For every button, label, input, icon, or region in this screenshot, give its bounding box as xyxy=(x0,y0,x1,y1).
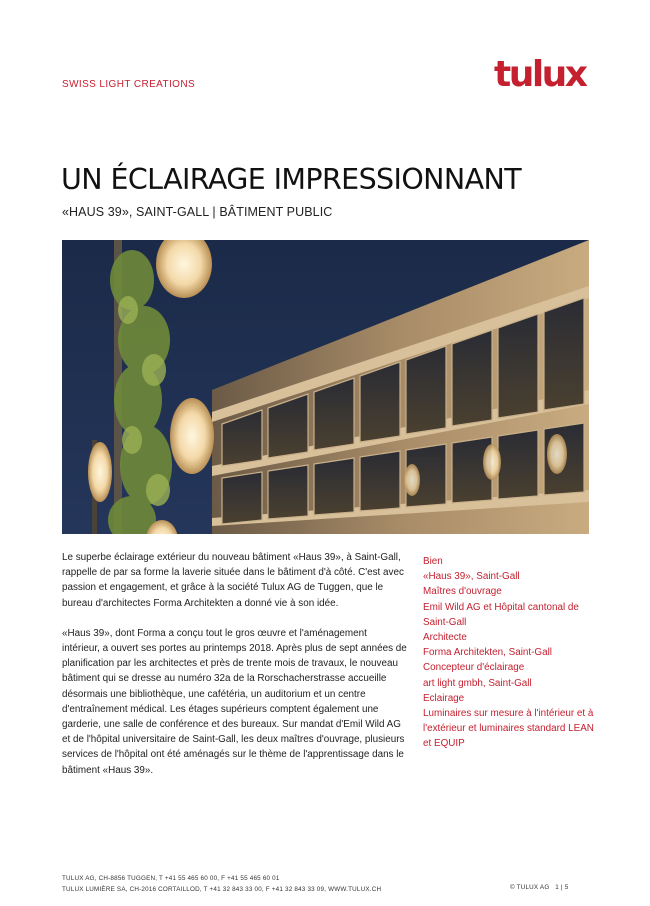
copyright: © TULUX AG xyxy=(510,884,550,891)
tulux-logo xyxy=(494,52,590,92)
paragraph-intro: Le superbe éclairage extérieur du nouveau bâtiment «Haus 39», à Saint-Gall, rappelle de par sa forme la laverie située dans le bâtiment d'à côté. C'est avec passion et engagement, et grâce à la société Tulux AG de Tuggen, que le bureau d'architectes Forma Architekten a donné vie à son idée. xyxy=(62,552,404,609)
designer-label: Concepteur d'éclairage xyxy=(423,662,525,674)
paragraph-details: «Haus 39», dont Forma a conçu tout le gros œuvre et l'aménagement intérieur, a ouvert ses portes au printemps 2018. Après plus de sept années de planification par les architectes et près de trente mois de travaux, le nouveau bâtiment qui se dresse au numéro 32a de la Rorschacherstrasse accueille désormais une bibliothèque, une cafétéria, un auditorium et un centre d'entraînement médical. Les étages supérieurs comptent également une garderie, une salle de conférence et des bureaux. Sur mandat d'Emil Wild AG et de l'hôpital universitaire de Saint-Gall, les deux maîtres d'ouvrage, plusieurs services de l'hôpital ont été aménagés sur le thème de l'apprentissage dans le bâtiment «Haus 39». xyxy=(62,627,407,776)
architect-label: Architecte xyxy=(423,632,467,644)
building-night-photo xyxy=(62,240,589,534)
owners-value: Emil Wild AG et Hôpital cantonal de Saint-Gall xyxy=(423,601,579,628)
page-number: 1 | 5 xyxy=(555,884,569,891)
lighting-value: Luminaires sur mesure à l'intérieur et à l'extérieur et luminaires standard LEAN et EQUIP xyxy=(423,708,594,750)
main-article xyxy=(62,550,407,793)
lighting-label: Eclairage xyxy=(423,692,465,704)
designer-value: art light gmbh, Saint-Gall xyxy=(423,677,532,689)
footer-page-info xyxy=(510,884,568,891)
brand-tagline: SWISS LIGHT CREATIONS xyxy=(62,79,196,90)
logo-wordmark: tulux xyxy=(494,54,586,92)
footer-addresses xyxy=(62,874,381,895)
property-label: Bien xyxy=(423,556,443,567)
owners-label: Maîtres d'ouvrage xyxy=(423,586,502,598)
footer-line-cortaillod: TULUX LUMIÈRE SA, CH-2016 CORTAILLOD, T +41 32 843 33 00, F +41 32 843 33 09, WWW.TULUX.CH xyxy=(62,885,382,893)
project-info xyxy=(423,554,598,752)
footer-line-tuggen: TULUX AG, CH-8856 TUGGEN, T +41 55 465 60 00, F +41 55 465 60 01 xyxy=(62,875,280,882)
architect-value: Forma Architekten, Saint-Gall xyxy=(423,647,552,659)
property-value: «Haus 39», Saint-Gall xyxy=(423,571,520,583)
page-subtitle: «HAUS 39», SAINT-GALL | BÂTIMENT PUBLIC xyxy=(62,205,333,219)
page-title: UN ÉCLAIRAGE IMPRESSIONNANT xyxy=(61,163,522,196)
